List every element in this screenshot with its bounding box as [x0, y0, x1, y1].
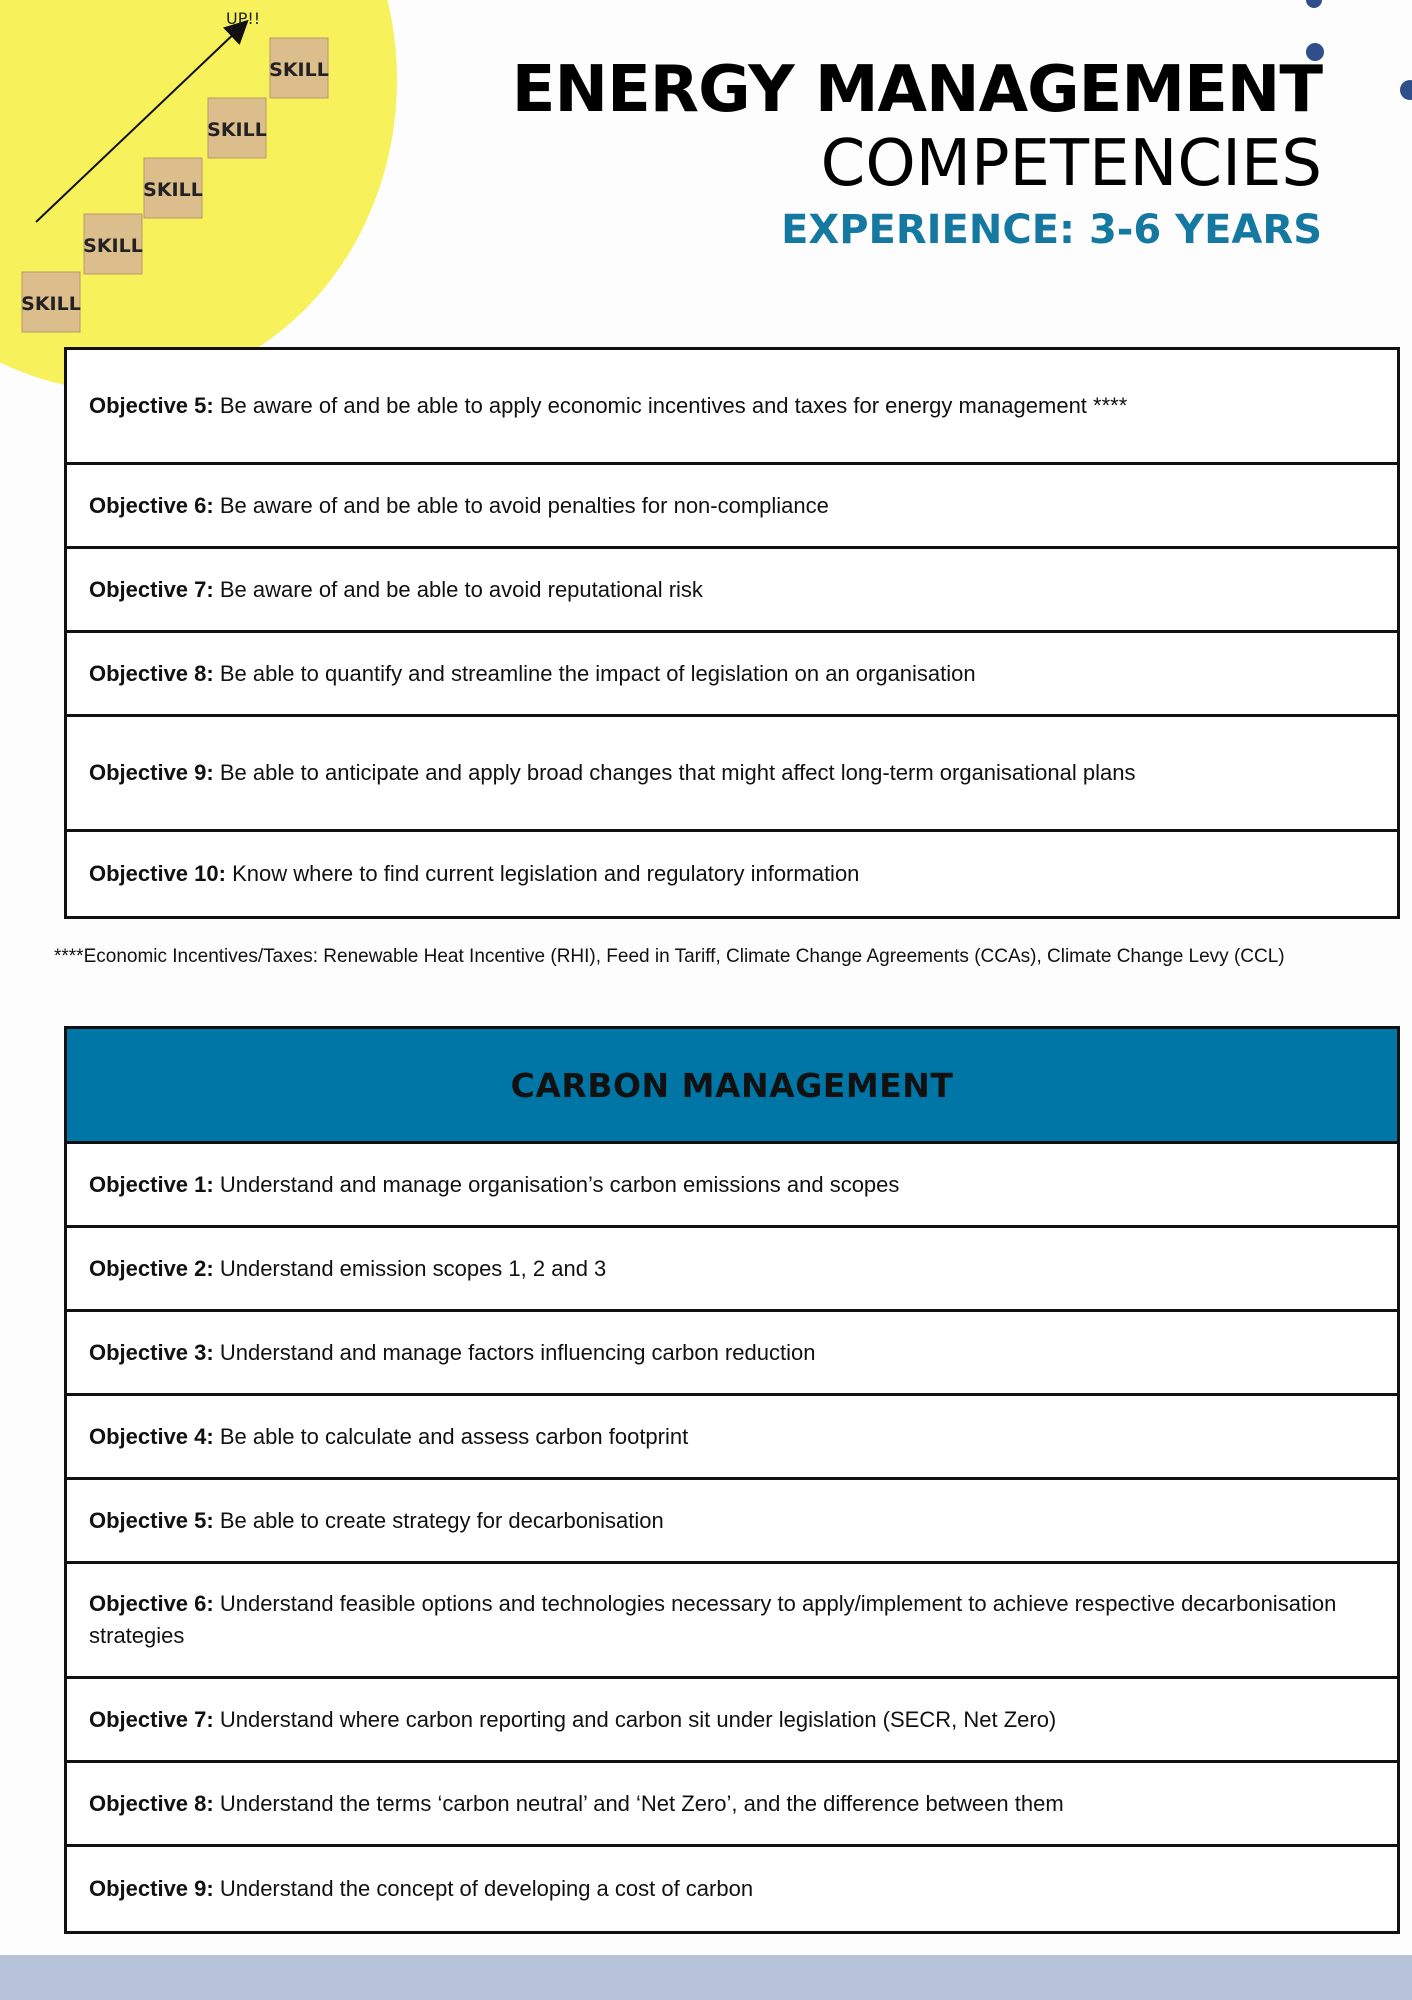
objective-label: Objective 5:	[89, 393, 214, 418]
carbon-objectives-table	[64, 1026, 1400, 1934]
page-title: ENERGY MANAGEMENT	[511, 53, 1322, 127]
skill-staircase-illustration	[0, 0, 400, 360]
table-row	[67, 633, 1397, 717]
objective-label: Objective 5:	[89, 1507, 214, 1533]
table-row	[67, 717, 1397, 832]
decorative-dot	[1400, 80, 1412, 100]
table-row	[67, 1679, 1397, 1763]
svg-text:SKILL: SKILL	[143, 179, 203, 201]
objective-label: Objective 6:	[89, 492, 214, 518]
objective-text: Be aware of and be able to apply economic incentives and taxes for energy management ****	[213, 393, 1128, 418]
table-row	[67, 1480, 1397, 1564]
table-row	[67, 1847, 1397, 1931]
page-subtitle: COMPETENCIES	[820, 127, 1322, 201]
objective-label: Objective 8:	[89, 660, 214, 686]
decorative-dot	[1306, 0, 1322, 8]
table-row	[67, 1144, 1397, 1228]
objective-label: Objective 9:	[89, 760, 214, 785]
footer-bar	[0, 1955, 1412, 2000]
skill-block	[207, 98, 267, 158]
objective-label: Objective 4:	[89, 1423, 214, 1449]
objective-label: Objective 2:	[89, 1255, 214, 1281]
objective-text: Be able to create strategy for decarbonisation	[213, 1507, 664, 1533]
objective-text: Be aware of and be able to avoid reputational risk	[213, 576, 703, 602]
objective-text: Understand and manage organisation’s carbon emissions and scopes	[213, 1171, 900, 1197]
svg-text:SKILL: SKILL	[83, 235, 143, 257]
table-row	[67, 350, 1397, 465]
objective-label: Objective 3:	[89, 1339, 214, 1365]
objective-text: Be able to anticipate and apply broad changes that might affect long-term organisational plans	[213, 760, 1136, 785]
skill-block	[143, 158, 203, 218]
objective-label: Objective 1:	[89, 1171, 214, 1197]
objective-label: Objective 8:	[89, 1790, 214, 1816]
objective-label: Objective 6:	[89, 1591, 214, 1616]
table-row	[67, 1228, 1397, 1312]
objective-text: Understand the concept of developing a cost of carbon	[213, 1876, 754, 1901]
objective-text: Know where to find current legislation and regulatory information	[225, 861, 860, 886]
table-row	[67, 1763, 1397, 1847]
skill-block	[21, 272, 81, 332]
svg-text:SKILL: SKILL	[269, 59, 329, 81]
objective-text: Be able to quantify and streamline the impact of legislation on an organisation	[213, 660, 976, 686]
objective-text: Understand where carbon reporting and carbon sit under legislation (SECR, Net Zero)	[213, 1706, 1057, 1732]
svg-text:SKILL: SKILL	[21, 293, 81, 315]
objective-text: Be aware of and be able to avoid penalties for non-compliance	[213, 492, 829, 518]
objective-label: Objective 7:	[89, 1706, 214, 1732]
objective-label: Objective 9:	[89, 1876, 214, 1901]
table-row	[67, 1312, 1397, 1396]
skill-block	[83, 214, 143, 274]
table-row	[67, 465, 1397, 549]
footnote: ****Economic Incentives/Taxes: Renewable Heat Incentive (RHI), Feed in Tariff, Climate Change Agreements (CCAs), Climate Change Levy (CCL)	[54, 946, 1285, 967]
experience-label: EXPERIENCE: 3-6 YEARS	[781, 207, 1322, 253]
svg-text:SKILL: SKILL	[207, 119, 267, 141]
objective-label: Objective 10:	[89, 861, 226, 886]
title-block	[512, 52, 1322, 260]
objective-label: Objective 7:	[89, 576, 214, 602]
table-row	[67, 1396, 1397, 1480]
skill-block	[269, 38, 329, 98]
objective-text: Understand and manage factors influencing carbon reduction	[213, 1339, 816, 1365]
table-row	[67, 832, 1397, 916]
objective-text: Be able to calculate and assess carbon footprint	[213, 1423, 689, 1449]
energy-objectives-table	[64, 347, 1400, 919]
objective-text: Understand the terms ‘carbon neutral’ and ‘Net Zero’, and the difference between them	[213, 1790, 1064, 1816]
arrow-label: UP!!	[226, 9, 261, 28]
table-row	[67, 549, 1397, 633]
objective-text: Understand emission scopes 1, 2 and 3	[213, 1255, 607, 1281]
objective-text: Understand feasible options and technologies necessary to apply/implement to achieve respective decarbonisation strategies	[89, 1591, 1337, 1648]
carbon-section-heading: CARBON MANAGEMENT	[67, 1029, 1397, 1144]
table-row	[67, 1564, 1397, 1679]
